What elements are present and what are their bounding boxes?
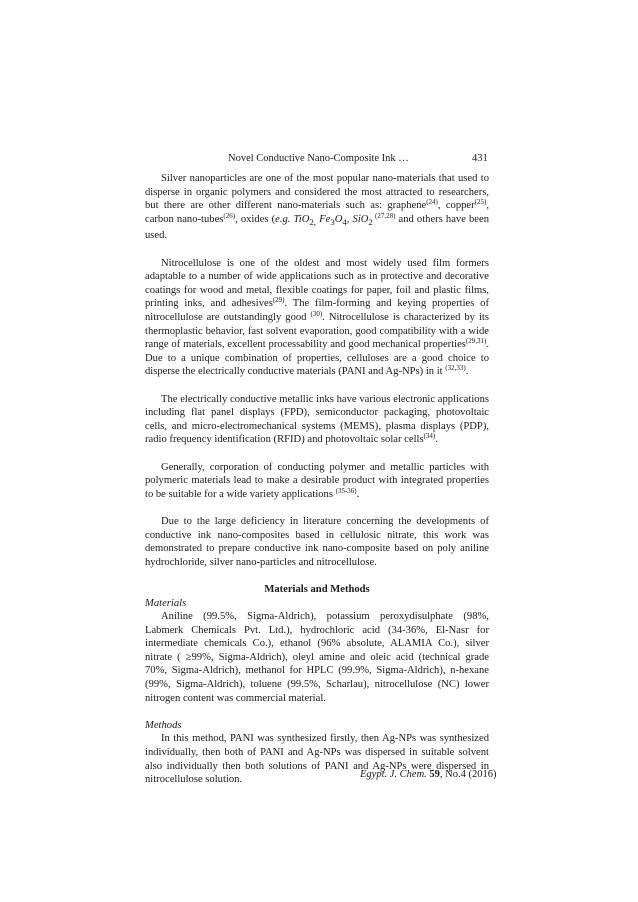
reference-marker: (24) <box>426 198 438 207</box>
running-title: Novel Conductive Nano-Composite Ink … <box>228 153 409 164</box>
reference-marker: (27,28) <box>372 211 396 220</box>
journal-footer <box>360 769 496 780</box>
reference-marker: (35-36) <box>335 486 357 495</box>
page-number: 431 <box>472 153 488 164</box>
subsection-title-methods: Methods <box>145 719 182 731</box>
subsection-title-materials: Materials <box>145 597 187 609</box>
journal-issue: , No.4 (2016) <box>439 769 497 780</box>
reference-marker: (29) <box>272 296 285 305</box>
paragraph-work-aim: Due to the large deficiency in literature concerning the developments of conductive ink nano-composites based in cellulosic nitrate, this work was demonstrated to prepare conductive ink nano-composite based on poly aniline hydrochloride, silver nano-particles and nitrocellulose. <box>145 515 489 568</box>
reference-marker: (26) <box>223 211 236 220</box>
reference-marker: (29,31) <box>465 337 487 346</box>
reference-marker: (25) <box>474 198 487 207</box>
paragraph-conducting-polymer: Generally, corporation of conducting polymer and metallic particles with polymeric materials lead to make a desirable product with integrated properties to be suitable for a wide variety applications $^{(35-36)}$. <box>145 461 489 500</box>
paragraph-silver-nanoparticles: Silver nanoparticles are one of the most popular nano-materials that used to disperse in organic polymers and considered the most attracted to researchers, but there are other different nano-materials such as: graphene$^{(24)}$, copper$^{(25)}$, carbon nano-tubes$^{(26)}$, oxides (e.g. TiO$_{2,}$ $Fe_3O_4$, SiO$_2$ $^{(27,28)}$ and others have been used. <box>145 173 489 242</box>
section-heading: Materials and Methods <box>264 583 370 595</box>
paragraph-nitrocellulose: Nitrocellulose is one of the oldest and most widely used film formers adaptable to a number of wide applications such as in protective and decorative coatings for wood and metal, flexible coatings for paper, foil and plastic films, printing inks, and adhesives$^{(29)}$. The film-forming and keying properties of nitrocellulose are outstandingly good $^{(30)}$. Nitrocellulose is characterized by its thermoplastic behavior, fast solvent evaporation, good compatibility with a wide range of materials, excellent processability and good mechanical properties$^{(29,31)}$. Due to a unique combination of properties, celluloses are a good choice to disperse the electrically conductive materials (PANI and Ag-NPs) in it $^{(32,33)}$. <box>145 257 489 378</box>
reference-marker: (32,33) <box>445 364 466 373</box>
journal-name: Egypt. J. Chem. <box>360 769 427 780</box>
article-body <box>145 172 489 787</box>
paragraph-metallic-inks: The electrically conductive metallic inks have various electronic applications including flat panel displays (FPD), semiconductor packaging, photovoltaic cells, and micro-electromechanical systems (MEMS), plasma displays (PDP), radio frequency identification (RFID) and photovoltaic solar cells$^{(34)}$. <box>145 393 489 446</box>
paragraph-methods: In this method, PANI was synthesized firstly, then Ag-NPs was synthesized individually, then both of PANI and Ag-NPs was dispersed in suitable solvent also individually then both solutions of PANI and Ag-NPs were dispersed in nitrocellulose solution. <box>145 733 489 786</box>
reference-marker: (30) <box>310 310 323 319</box>
paragraph-materials: Aniline (99.5%, Sigma-Aldrich), potassium peroxydisulphate (98%, Labmerk Chemicals Pvt. Ltd.), hydrochloric acid (34-36%, El-Nasr for intermediate chemicals Co.), ethanol (96% absolute, ALAMIA Co.), silver nitrate ( ≥99%, Sigma-Aldrich), oleyl amine and oleic acid (technical grade 70%, Sigma-Aldrich), methanol for HPLC (99.9%, Sigma-Aldrich), n-hexane (99%, Sigma-Aldrich), toluene (99.5%, Scharlau), nitrocellulose (NC) lower nitrogen content was commercial material. <box>145 611 489 704</box>
reference-marker: (34) <box>423 432 436 441</box>
journal-volume: 59 <box>429 769 440 780</box>
running-header <box>0 153 638 167</box>
